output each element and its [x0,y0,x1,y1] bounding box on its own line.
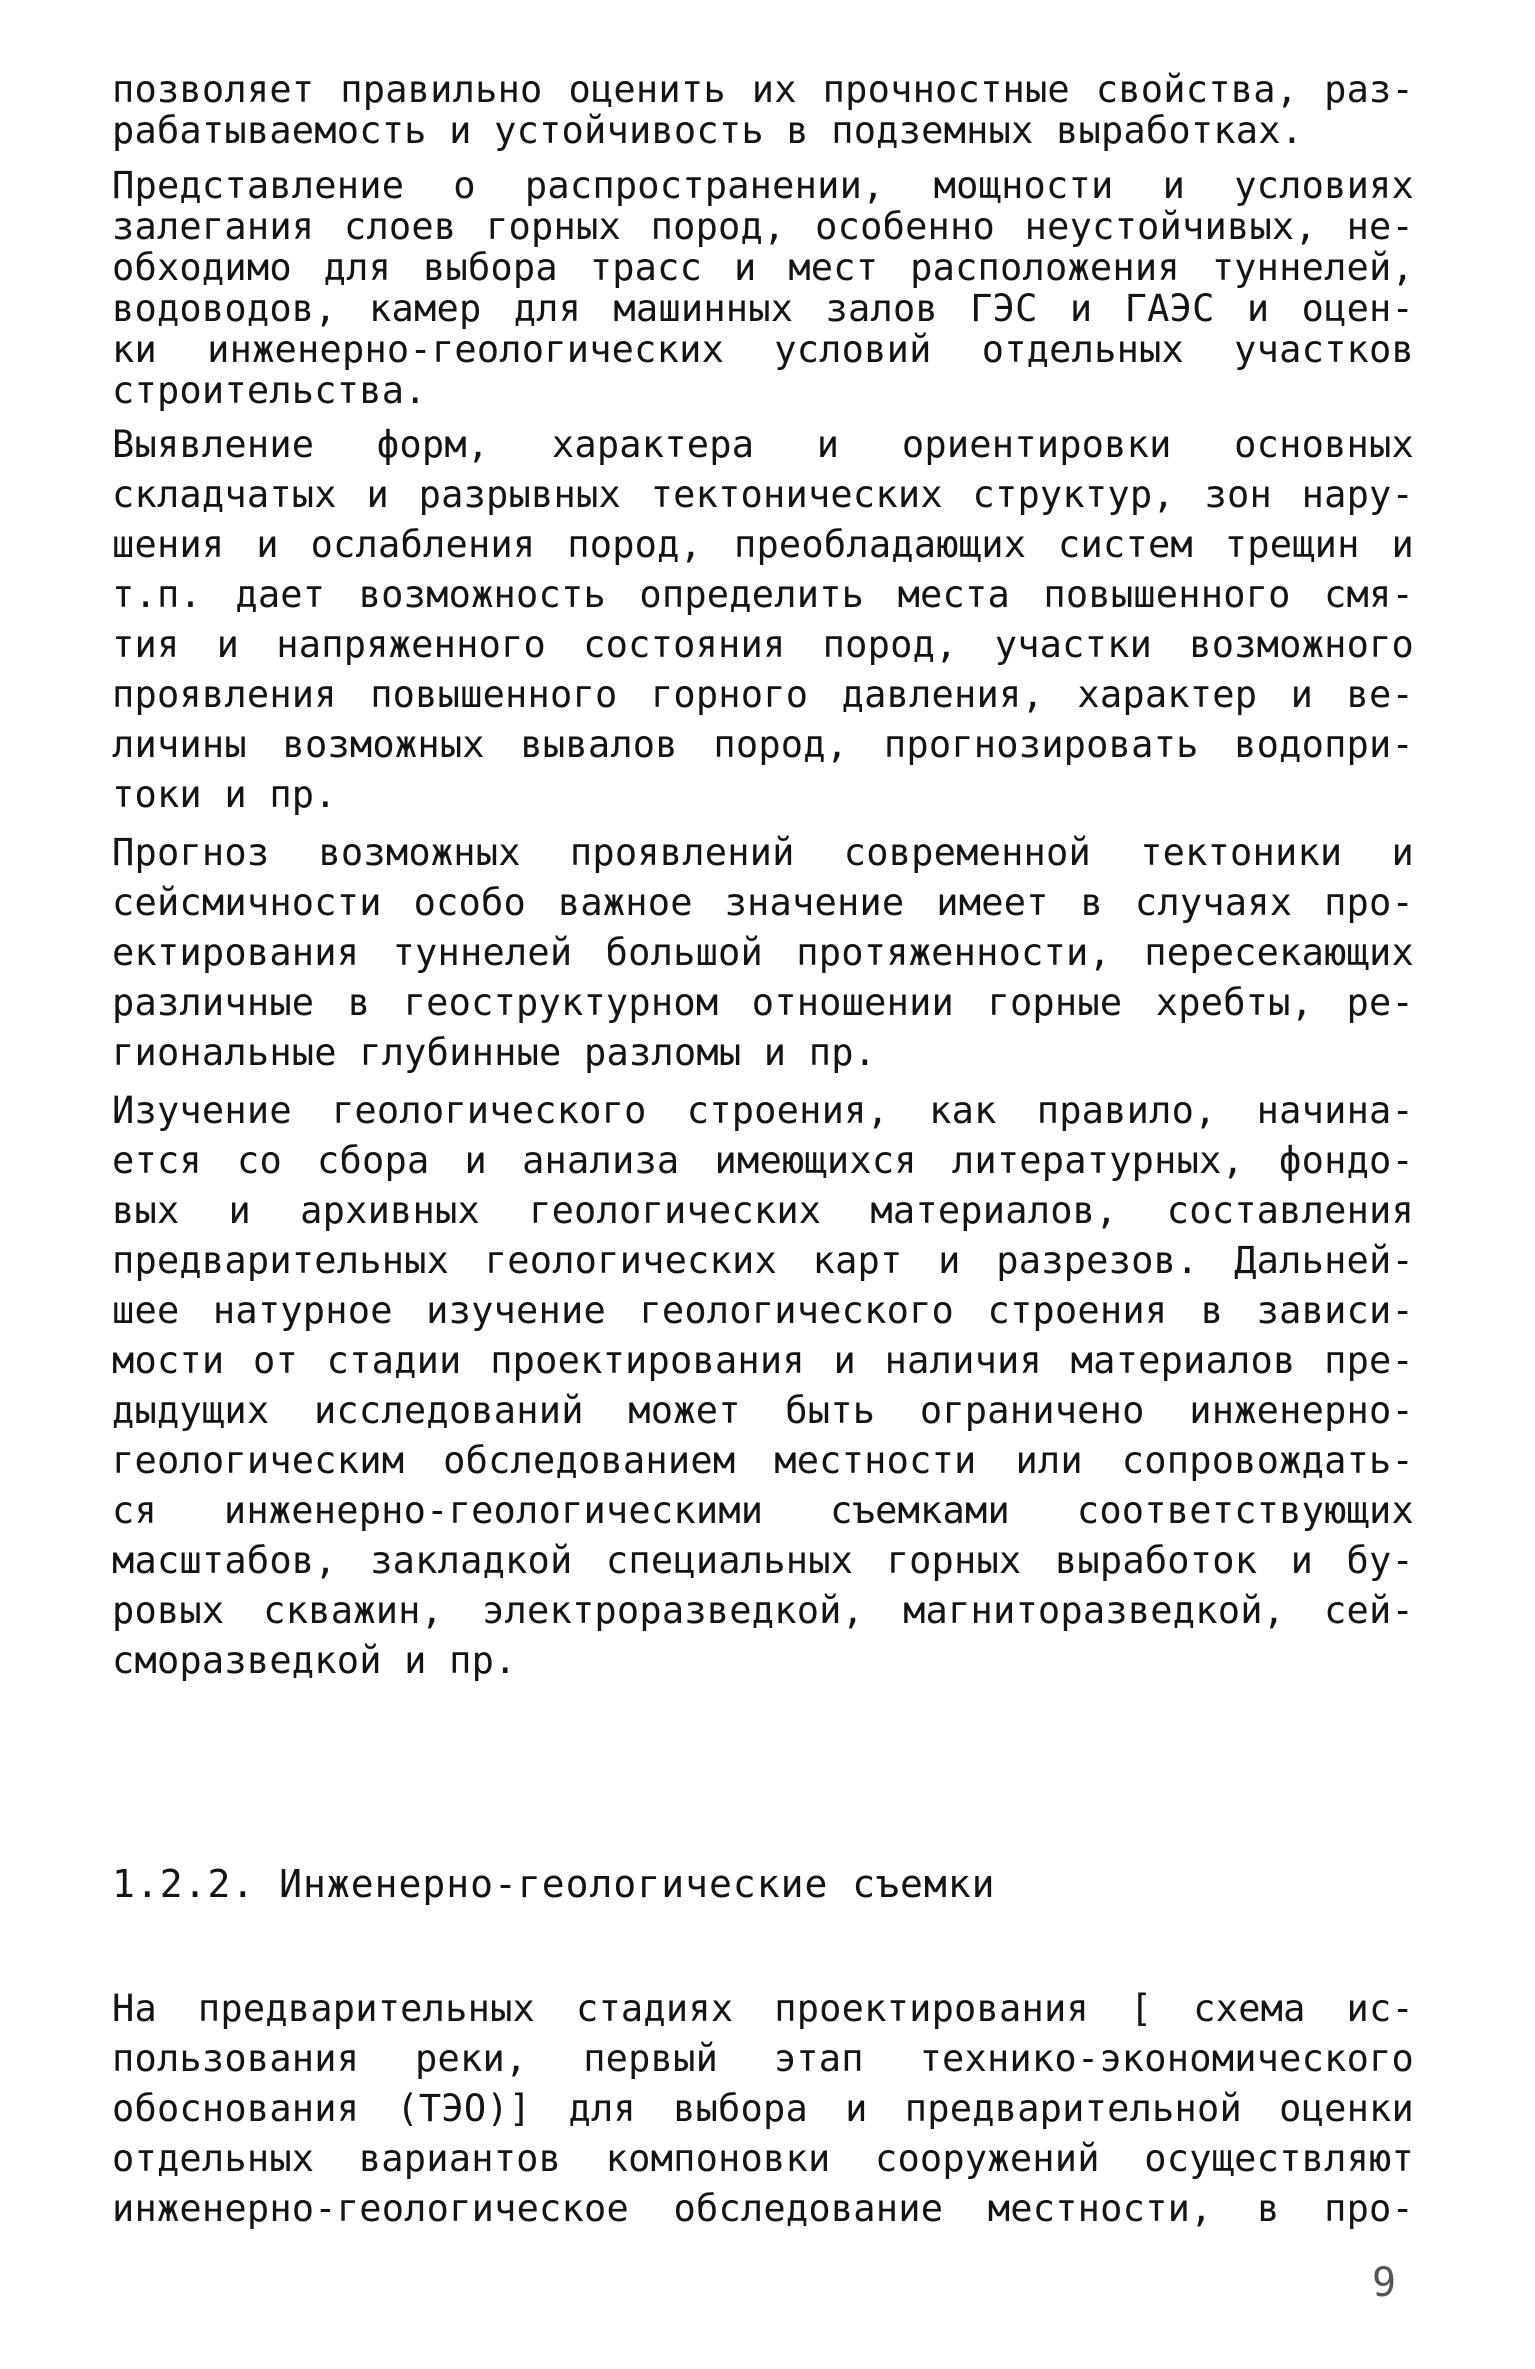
text-line: проявления повышенного горного давления, характер и ве- [112,673,1414,716]
text-line: масштабов, закладкой специальных горных выработок и бу- [112,1539,1414,1582]
text-line: строительства. [112,369,427,412]
text-line: различные в геоструктурном отношении горные хребты, ре- [112,981,1414,1024]
text-line: шения и ослабления пород, преобладающих систем трещин и [112,523,1414,566]
text-line: ровых скважин, электроразведкой, магниторазведкой, сей- [112,1589,1414,1632]
text-line: Прогноз возможных проявлений современной тектоники и [112,831,1414,874]
text-line: сморазведкой и пр. [112,1639,517,1682]
text-line: обоснования (ТЭО)] для выбора и предварительной оценки [112,2087,1414,2130]
text-line: Изучение геологического строения, как правило, начина- [112,1089,1414,1132]
text-line: залегания слоев горных пород, особенно неустойчивых, не- [112,205,1414,248]
text-line: шее натурное изучение геологического строения в зависи- [112,1289,1414,1332]
text-line: тия и напряженного состояния пород, участки возможного [112,623,1414,666]
text-line: личины возможных вывалов пород, прогнозировать водопри- [112,723,1414,766]
text-line: дыдущих исследований может быть ограничено инженерно- [112,1389,1414,1432]
text-line: пользования реки, первый этап технико-экономического [112,2037,1414,2080]
text-line: ки инженерно-геологических условий отдельных участков [112,328,1414,371]
text-line: складчатых и разрывных тектонических структур, зон нару- [112,473,1414,516]
text-line: Представление о распространении, мощности и условиях [112,164,1414,207]
text-line: ектирования туннелей большой протяженности, пересекающих [112,931,1414,974]
text-line: инженерно-геологическое обследование местности, в про- [112,2187,1414,2230]
text-line: предварительных геологических карт и разрезов. Дальней- [112,1239,1414,1282]
text-line: вых и архивных геологических материалов, составления [112,1189,1414,1232]
text-line: водоводов, камер для машинных залов ГЭС и ГАЭС и оцен- [112,287,1414,330]
section-heading: 1.2.2. Инженерно-геологические съемки [112,1862,996,1906]
text-line: отдельных вариантов компоновки сооружений осуществляют [112,2137,1414,2180]
text-line: т.п. дает возможность определить места повышенного смя- [112,573,1414,616]
text-line: гиональные глубинные разломы и пр. [112,1031,877,1074]
text-line: ся инженерно-геологическими съемками соответствующих [112,1489,1414,1532]
text-line: На предварительных стадиях проектирования [ схема ис- [112,1987,1414,2030]
text-line: геологическим обследованием местности или сопровождать- [112,1439,1414,1482]
text-line: ется со сбора и анализа имеющихся литературных, фондо- [112,1139,1414,1182]
text-line: мости от стадии проектирования и наличия материалов пре- [112,1339,1414,1382]
text-line: рабатываемость и устойчивость в подземных выработках. [112,109,1304,152]
text-line: обходимо для выбора трасс и мест расположения туннелей, [112,246,1414,289]
text-line: токи и пр. [112,773,337,816]
text-line: Выявление форм, характера и ориентировки основных [112,423,1414,466]
page-number: 9 [1372,2260,1397,2306]
text-line: сейсмичности особо важное значение имеет в случаях про- [112,881,1414,924]
text-line: позволяет правильно оценить их прочностные свойства, раз- [112,68,1414,111]
